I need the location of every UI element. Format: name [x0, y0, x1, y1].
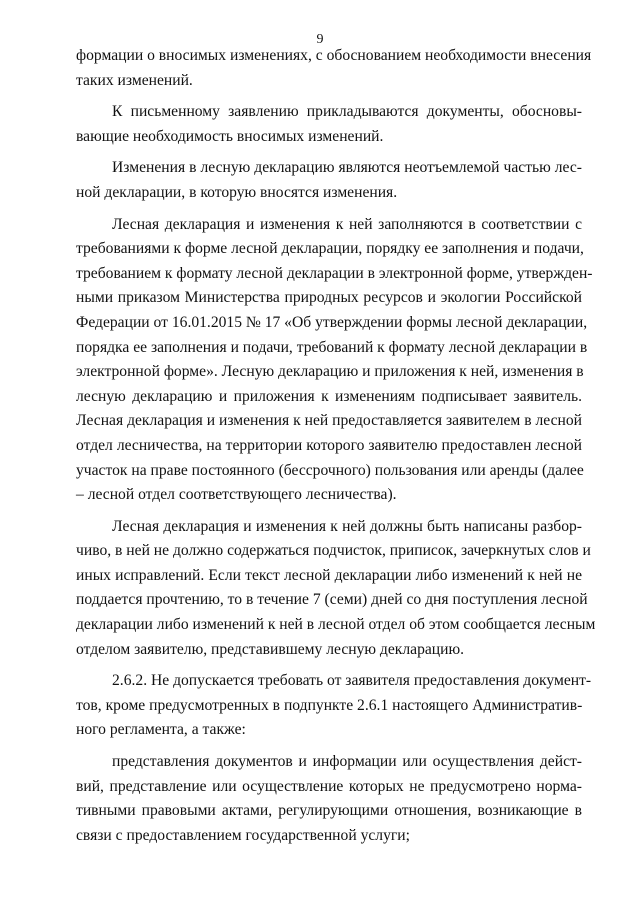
paragraph — [76, 750, 582, 848]
paragraph — [76, 156, 582, 205]
text-line: формации о вносимых изменениях, с обоснованием необходимости внесения — [76, 47, 592, 64]
text-line: ной декларации, в которую вносятся изменения. — [76, 183, 398, 201]
text-line: представления документов и информации или осуществления дейст- — [112, 753, 582, 771]
text-line: Изменения в лесную декларацию являются неотъемлемой частью лес- — [112, 159, 582, 177]
text-line: К письменному заявлению прикладываются документы, обосновы- — [112, 103, 582, 121]
text-line: Лесная декларация и изменения к ней должны быть написаны разбор- — [112, 517, 582, 535]
paragraph — [76, 44, 592, 93]
text-line: Лесная декларация и изменения к ней заполняются в соответствии с — [112, 215, 582, 233]
text-line: 2.6.2. Не допускается требовать от заявителя предоставления документ- — [112, 672, 592, 690]
paragraph — [76, 515, 596, 663]
text-line: лесную декларацию и приложения к изменениям подписывает заявитель. — [76, 387, 582, 405]
paragraph — [76, 213, 593, 508]
text-line: ными приказом Министерства природных ресурсов и экологии Российской — [76, 289, 582, 307]
text-line: поддается прочтению, то в течение 7 (семи) дней со дня поступления лесной — [76, 591, 588, 609]
text-line: вий, представление или осуществление которых не предусмотрено норма- — [76, 777, 582, 795]
text-line: тивными правовыми актами, регулирующими отношения, возникающие в — [76, 802, 582, 820]
text-line: отделом заявителю, представившему лесную декларацию. — [76, 640, 465, 658]
document-body — [76, 44, 596, 855]
text-line: электронной форме». Лесную декларацию и приложения к ней, изменения в — [76, 363, 584, 381]
text-line: вающие необходимость вносимых изменений. — [76, 127, 384, 145]
text-line: иных исправлений. Если текст лесной декларации либо изменений к ней не — [76, 566, 582, 584]
text-line: декларации либо изменений к ней в лесной отдел об этом сообщается лесным — [76, 616, 596, 634]
text-line: требованием к формату лесной декларации в электронной форме, утвержден- — [76, 264, 593, 282]
text-line: участок на праве постоянного (бессрочного) пользования или аренды (далее — [76, 461, 584, 479]
text-line: тов, кроме предусмотренных в подпункте 2.6.1 настоящего Административ- — [76, 696, 583, 714]
text-line: – лесной отдел соответствующего лесничества). — [76, 486, 397, 504]
text-line: связи с предоставлением государственной услуги; — [76, 826, 410, 844]
text-line: отдел лесничества, на территории которого заявителю предоставлен лесной — [76, 436, 582, 454]
text-line: таких изменений. — [76, 71, 193, 89]
text-line: ного регламента, а также: — [76, 721, 246, 739]
text-line: чиво, в ней не должно содержаться подчисток, приписок, зачеркнутых слов и — [76, 542, 591, 560]
paragraph — [76, 669, 592, 743]
text-line: Лесная декларация и изменения к ней предоставляется заявителем в лесной — [76, 412, 582, 430]
text-line: требованиями к форме лесной декларации, порядку ее заполнения и подачи, — [76, 240, 584, 258]
text-line: порядка ее заполнения и подачи, требований к формату лесной декларации в — [76, 338, 588, 356]
page-number: 9 — [316, 32, 324, 47]
text-line: Федерации от 16.01.2015 № 17 «Об утверждении формы лесной декларации, — [76, 313, 588, 331]
paragraph — [76, 100, 582, 149]
